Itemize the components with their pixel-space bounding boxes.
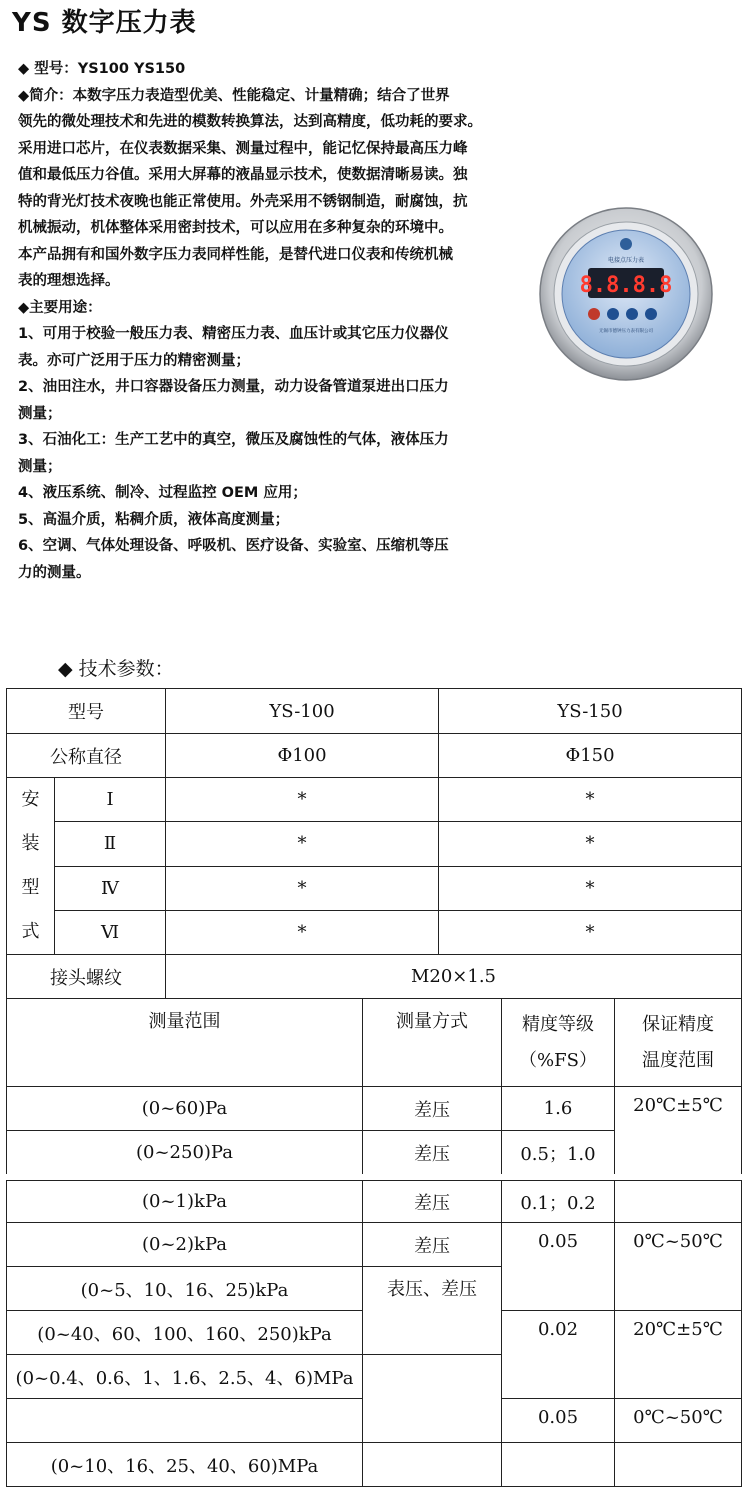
intro-line: ◆ 型号：YS100 YS150	[18, 61, 186, 77]
intro-line: ◆主要用途：	[18, 299, 102, 316]
install-type: Ⅵ	[55, 910, 166, 954]
intro-line: 表。亦可广泛用于压力的精密测量；	[18, 352, 250, 369]
install-a: *	[166, 778, 439, 822]
method-cell-blank	[363, 1355, 502, 1443]
intro-line: 采用进口芯片，在仪表数据采集、测量过程中，能记忆保持最高压力峰	[18, 140, 468, 157]
install-a: *	[166, 822, 439, 866]
thread-label: 接头螺纹	[7, 955, 166, 999]
grade-cell: 0.02	[502, 1311, 615, 1399]
spec-table-basic	[6, 688, 742, 999]
grade-cell: 0.5；1.0	[502, 1131, 615, 1175]
install-a: *	[166, 910, 439, 954]
install-type-label	[7, 778, 55, 955]
range-cell: (0~1)kPa	[7, 1181, 363, 1223]
intro-line: 机械振动，机体整体采用密封技术，可以应用在多种复杂的环境中。	[18, 220, 453, 236]
temp-cell: 20℃±5℃	[615, 1087, 742, 1175]
intro-line: 本产品拥有和国外数字压力表同样性能，是替代进口仪表和传统机械	[18, 246, 453, 263]
range-cell: (0~0.4、0.6、1、1.6、2.5、4、6)MPa	[7, 1355, 363, 1399]
intro-line: 4、液压系统、制冷、过程监控 OEM 应用；	[18, 485, 307, 501]
temp-cell-blank	[615, 1443, 742, 1487]
install-type: Ⅰ	[55, 778, 166, 822]
method-cell: 差压	[363, 1087, 502, 1131]
install-b: *	[439, 866, 742, 910]
intro-line: 测量；	[18, 405, 62, 422]
intro-line: 6、空调、气体处理设备、呼吸机、医疗设备、实验室、压缩机等压	[18, 538, 449, 554]
method-cell: 表压、差压	[363, 1267, 502, 1355]
install-char: 安	[21, 789, 40, 810]
header-grade-unit: （%FS）	[519, 1050, 597, 1071]
gauge-label: 电接点压力表	[607, 257, 645, 264]
range-cell: (0~10、16、25、40、60)MPa	[7, 1443, 363, 1487]
intro-line: 表的理想选择。	[18, 273, 120, 289]
temp-cell: 20℃±5℃	[615, 1311, 742, 1399]
model-a: YS-100	[166, 689, 439, 734]
intro-line: ◆简介：本数字压力表造型优美、性能稳定、计量精确；结合了世界	[18, 87, 450, 104]
grade-cell-blank	[502, 1443, 615, 1487]
diameter-label: 公称直径	[7, 734, 166, 778]
install-char: 式	[21, 921, 40, 942]
install-b: *	[439, 910, 742, 954]
intro-line: 领先的微处理技术和先进的模数转换算法，达到高精度，低功耗的要求。	[18, 114, 482, 130]
pressure-gauge-image	[536, 204, 716, 384]
tech-heading: ◆ 技术参数：	[58, 658, 174, 680]
grade-cell: 1.6	[502, 1087, 615, 1131]
grade-cell: 0.05	[502, 1399, 615, 1443]
header-grade	[502, 999, 615, 1087]
temp-cell	[615, 1181, 742, 1223]
spec-table-range-2	[6, 1180, 742, 1443]
temp-cell: 0℃~50℃	[615, 1223, 742, 1311]
intro-line: 值和最低压力谷值。采用大屏幕的液晶显示技术，使数据清晰易读。独	[18, 167, 468, 183]
install-char: 装	[21, 833, 40, 854]
intro-text	[18, 56, 518, 586]
header-temp-line2: 温度范围	[642, 1050, 714, 1071]
install-type: Ⅱ	[55, 822, 166, 866]
page-title: YS 数字压力表	[12, 8, 197, 38]
install-b: *	[439, 822, 742, 866]
header-range: 测量范围	[7, 999, 363, 1087]
method-cell: 差压	[363, 1181, 502, 1223]
install-char: 型	[21, 877, 40, 898]
intro-line: 测量；	[18, 458, 62, 475]
range-cell-blank	[7, 1399, 363, 1443]
intro-line: 力的测量。	[18, 564, 91, 581]
method-cell: 差压	[363, 1223, 502, 1267]
grade-cell: 0.1；0.2	[502, 1181, 615, 1223]
thread-value: M20×1.5	[166, 955, 742, 999]
intro-line: 5、高温介质，粘稠介质，液体高度测量；	[18, 511, 290, 528]
gauge-display: 8.8.8.8	[579, 273, 673, 298]
install-type: Ⅳ	[55, 866, 166, 910]
grade-cell: 0.05	[502, 1223, 615, 1311]
header-temp	[615, 999, 742, 1087]
method-cell-blank	[363, 1443, 502, 1487]
method-cell: 差压	[363, 1131, 502, 1175]
range-cell: (0~60)Pa	[7, 1087, 363, 1131]
intro-line: 2、油田注水，井口容器设备压力测量，动力设备管道泵进出口压力	[18, 379, 449, 395]
intro-line: 特的背光灯技术夜晚也能正常使用。外壳采用不锈钢制造，耐腐蚀，抗	[18, 193, 468, 210]
intro-line: 3、石油化工：生产工艺中的真空，微压及腐蚀性的气体，液体压力	[18, 432, 449, 448]
spec-table-range-1	[6, 998, 742, 1175]
model-b: YS-150	[439, 689, 742, 734]
range-cell: (0~250)Pa	[7, 1131, 363, 1175]
range-cell: (0~40、60、100、160、250)kPa	[7, 1311, 363, 1355]
range-cell: (0~2)kPa	[7, 1223, 363, 1267]
install-b: *	[439, 778, 742, 822]
temp-cell: 0℃~50℃	[615, 1399, 742, 1443]
header-grade-text: 精度等级	[522, 1014, 594, 1035]
model-label: 型号	[7, 689, 166, 734]
diameter-a: Φ100	[166, 734, 439, 778]
install-a: *	[166, 866, 439, 910]
range-cell: (0~5、10、16、25)kPa	[7, 1267, 363, 1311]
header-temp-line1: 保证精度	[642, 1014, 714, 1035]
spec-table-range-3	[6, 1442, 742, 1487]
diameter-b: Φ150	[439, 734, 742, 778]
header-method: 测量方式	[363, 999, 502, 1087]
gauge-maker: 无锡市德钟压力表有限公司	[599, 329, 653, 334]
intro-line: 1、可用于校验一般压力表、精密压力表、血压计或其它压力仪器仪	[18, 326, 449, 342]
